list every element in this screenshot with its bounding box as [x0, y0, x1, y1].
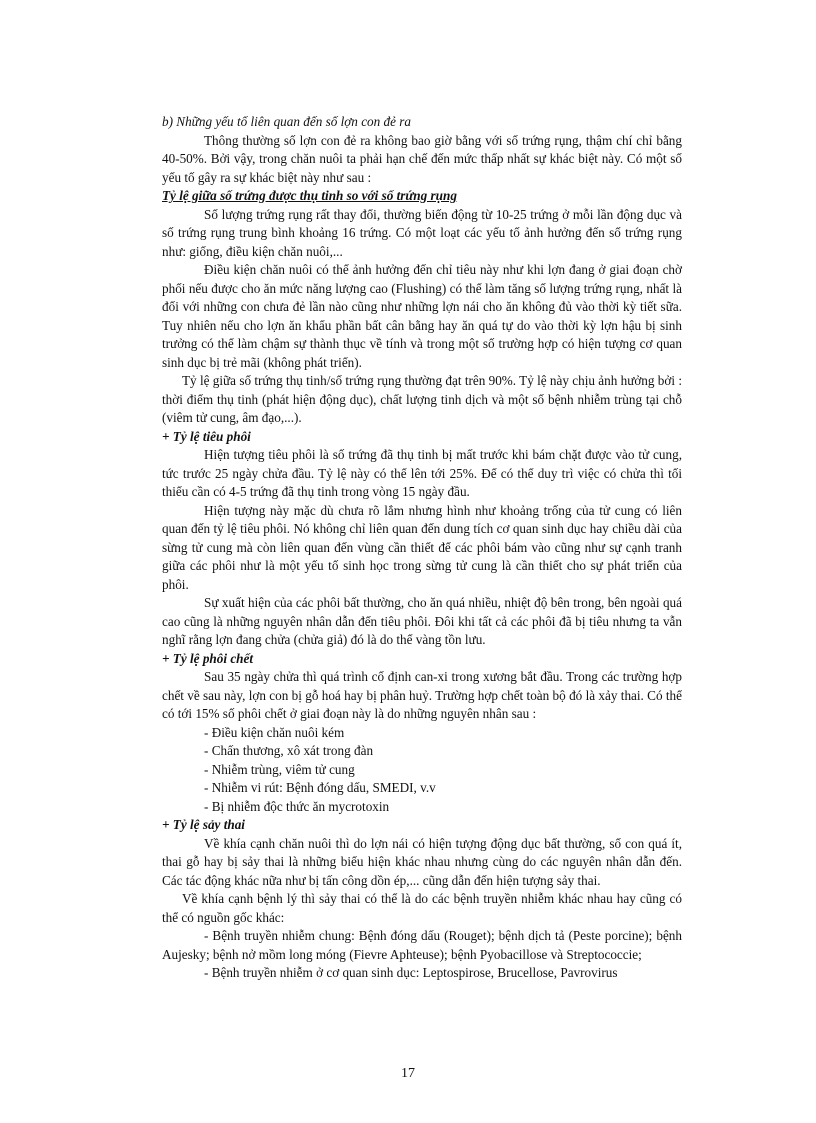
paragraph-embryo-death: Sau 35 ngày chửa thì quá trình cố định can-xi trong xương bắt đầu. Trong các trường hợp chết về sau này, lợn con bị gỗ hoá hay bị phân huỷ. Trường hợp chết toàn bộ đó là xảy thai. Có thể có tới 15% số phôi chết ở giai đoạn này là do những nguyên nhân sau :: [162, 669, 682, 721]
section-title: b) Những yếu tố liên quan đến số lợn con đẻ ra: [162, 114, 412, 129]
list-item-cause: - Nhiễm vi rút: Bệnh đóng dấu, SMEDI, v.v: [204, 780, 436, 795]
heading-embryo-resorption: + Tỷ lệ tiêu phôi: [162, 428, 251, 444]
page-content: [162, 113, 682, 983]
paragraph-intro: Thông thường số lợn con đẻ ra không bao giờ bằng với số trứng rụng, thậm chí chỉ bằng 40-50%. Bởi vậy, trong chăn nuôi ta phải hạn chế đến mức thấp nhất sự khác biệt này. Có một số yếu tố gây ra sự khác biệt này như sau :: [162, 132, 682, 185]
paragraph-uterine-space: Hiện tượng này mặc dù chưa rõ lắm nhưng hình như khoảng trống của tử cung có liên quan đến tỷ lệ tiêu phôi. Nó không chỉ liên quan đến dung tích cơ quan sinh dục hay chiều dài của sừng tử cung mà còn liên quan đến vùng cần thiết để các phôi bám vào cũng như sự cạnh tranh giữa các phôi như là một yếu tố sinh học trong sừng tử cung là cần thiết cho sự phát triển của phôi.: [162, 502, 682, 592]
paragraph-resorption-definition: Hiện tượng tiêu phôi là số trứng đã thụ tinh bị mất trước khi bám chặt được vào tử cung, tức trước 25 ngày chửa đầu. Tỷ lệ này có thể lên tới 25%. Để có thể duy trì việc có chửa thì tối thiểu cần có 4-5 trứng đã thụ tinh trong vòng 15 ngày đầu.: [162, 447, 682, 499]
heading-embryo-death: + Tỷ lệ phôi chết: [162, 650, 254, 666]
heading-abortion: + Tỷ lệ sảy thai: [162, 817, 245, 832]
list-item-disease-reproductive: - Bệnh truyền nhiễm ở cơ quan sinh dục: Leptospirose, Brucellose, Pavrovirus: [204, 965, 618, 980]
list-item-cause: - Bị nhiễm độc thức ăn mycrotoxin: [204, 798, 390, 814]
paragraph-abortion-pathology: Về khía cạnh bệnh lý thì sảy thai có thể là do các bệnh truyền nhiễm khác nhau hay cũng có thể có nguồn gốc khác:: [162, 891, 682, 925]
page-number: 17: [401, 1066, 415, 1081]
paragraph-abnormal-embryos: Sự xuất hiện của các phôi bất thường, cho ăn quá nhiều, nhiệt độ bên trong, bên ngoài quá cao cũng là những nguyên nhân dẫn đến tiêu phôi. Đôi khi tất cả các phôi đã bị tiêu nhưng ta vẫn nghĩ rằng lợn đang chửa (chửa giả) đó là do thể vàng tồn lưu.: [162, 595, 682, 647]
list-item-cause: - Nhiễm trùng, viêm tử cung: [204, 761, 355, 777]
paragraph-feeding-conditions: Điều kiện chăn nuôi có thể ảnh hưởng đến chỉ tiêu này như khi lợn đang ở giai đoạn chờ phối nếu được cho ăn mức năng lượng cao (Flushing) có thể làm tăng số lượng trứng rụng, nhất là đối với những con chưa đẻ lần nào cũng như những lợn nái cho ăn không đủ vào thời kỳ tiết sữa. Tuy nhiên nếu cho lợn ăn khẩu phần bất cân bằng hay ăn quá tự do vào thời kỳ lợn hậu bị sinh trưởng có thể làm chậm sự thành thục về tính và trong một số trường hợp có hiện tượng cơ quan sinh dục bị trẻ mãi (không phát triển).: [162, 262, 682, 370]
list-item-disease-general: - Bệnh truyền nhiễm chung: Bệnh đóng dấu (Rouget); bệnh dịch tả (Peste porcine); bệnh Aujesky; bệnh nở mồm long móng (Fievre Aphteuse); bệnh Pyobacillose và Streptococcie;: [162, 928, 682, 962]
list-item-cause: - Chấn thương, xô xát trong đàn: [204, 743, 374, 758]
paragraph-ovulation-count: Số lượng trứng rụng rất thay đổi, thường biến động từ 10-25 trứng ở mỗi lần động dục và số trứng rụng trung bình khoảng 16 trứng. Có một loạt các yếu tố ảnh hưởng đến số trứng rụng như: giống, điều kiện chăn nuôi,...: [162, 206, 682, 259]
paragraph-fertilization-rate: Tỷ lệ giữa số trứng thụ tinh/số trứng rụng thường đạt trên 90%. Tỷ lệ này chịu ảnh hưởng bởi : thời điểm thụ tinh (phát hiện động dục), chất lượng tinh dịch và một số bệnh nhiễm trùng tại chỗ (viêm tử cung, âm đạo,...).: [162, 373, 682, 425]
list-item-cause: - Điều kiện chăn nuôi kém: [204, 724, 345, 740]
heading-fertilization-ratio: Tỷ lệ giữa số trứng được thụ tinh so với số trứng rụng: [162, 188, 457, 203]
paragraph-abortion-husbandry: Về khía cạnh chăn nuôi thì do lợn nái có hiện tượng động dục bất thường, số con quá ít, thai gỗ hay bị sảy thai là những biểu hiện khác nhau nhưng cùng do các nguyên nhân dẫn đến. Các tác động khác nữa như bị tấn công dồn ép,... cũng dẫn đến hiện tượng sảy thai.: [162, 835, 682, 888]
